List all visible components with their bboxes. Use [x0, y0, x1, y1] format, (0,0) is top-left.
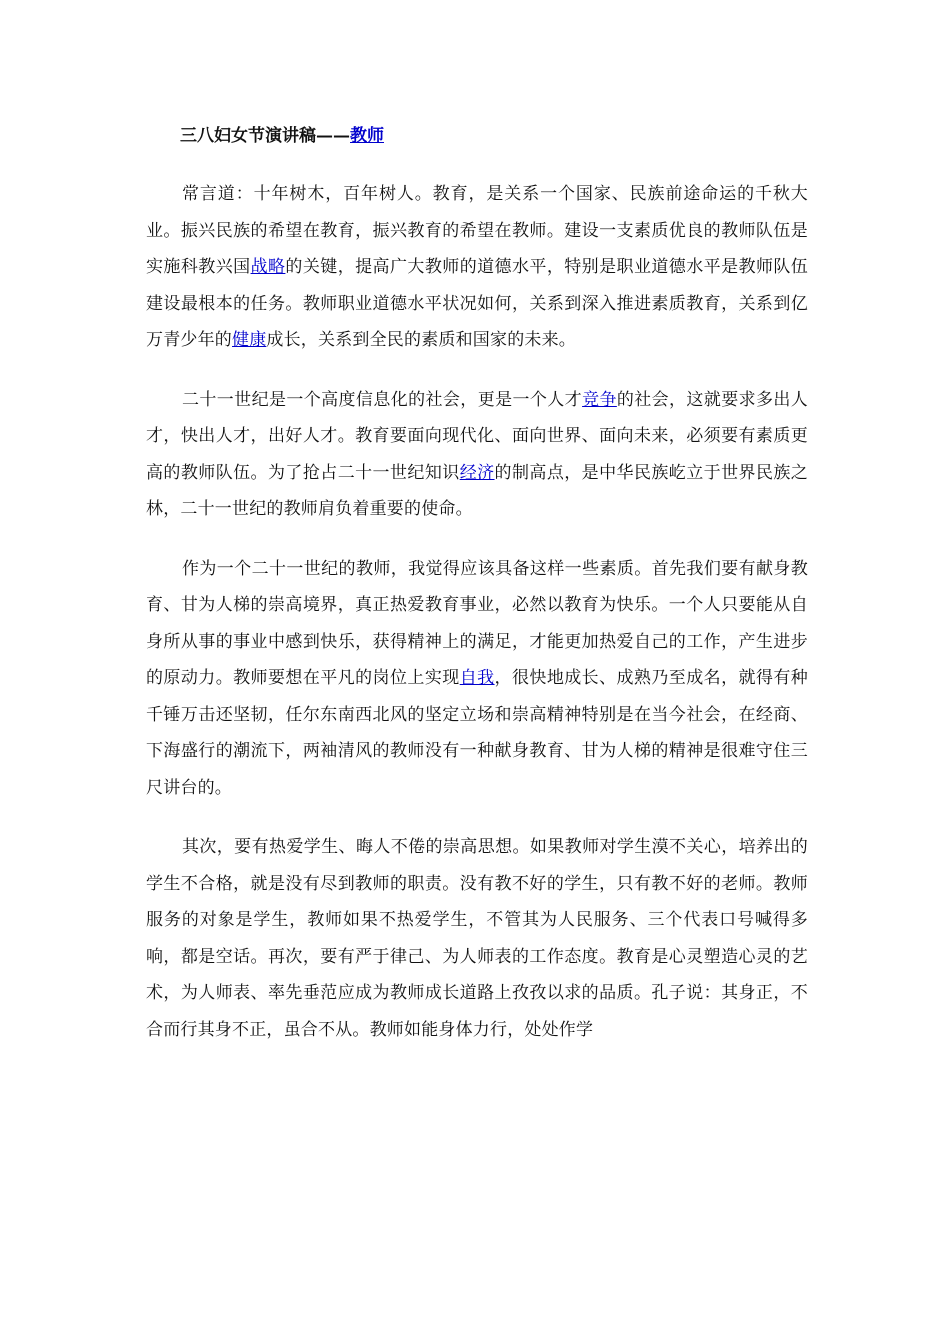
document-title	[180, 122, 808, 150]
keyword-link[interactable]: 自我	[459, 668, 495, 688]
title-link-teacher[interactable]: 教师	[350, 126, 384, 146]
paragraph-text: 的社会，这就要求多出人才，快出人才，出好人才。教育要面向现代化、面向世界、面向未来，必须要有素质更高的教师队伍。为了抢占二十一世纪知识	[146, 389, 808, 483]
body-paragraph	[146, 829, 808, 1048]
document-body	[146, 176, 808, 1048]
keyword-link[interactable]: 经济	[459, 462, 495, 483]
body-paragraph	[146, 176, 808, 359]
body-paragraph	[146, 382, 808, 528]
paragraph-text: 的制高点，是中华民族屹立于世界民族之林，二十一世纪的教师肩负着重要的使命。	[146, 462, 808, 519]
keyword-link[interactable]: 战略	[250, 257, 286, 277]
body-paragraph	[146, 551, 808, 807]
paragraph-text: 作为一个二十一世纪的教师，我觉得应该具备这样一些素质。首先我们要有献身教育、甘为人梯的崇高境界，真正热爱教育事业，必然以教育为快乐。一个人只要能从自身所从事的事业中感到快乐，获得精神上的满足，才能更加热爱自己的工作，产生进步的原动力。教师要想在平凡的岗位上实现	[146, 558, 808, 688]
paragraph-text: 二十一世纪是一个高度信息化的社会，更是一个人才	[182, 389, 583, 410]
title-text: 三八妇女节演讲稿——	[180, 126, 350, 146]
keyword-link[interactable]: 竞争	[582, 389, 617, 410]
paragraph-text: 成长，关系到全民的素质和国家的未来。	[266, 330, 577, 350]
paragraph-text: 其次，要有热爱学生、晦人不倦的崇高思想。如果教师对学生漠不关心，培养出的学生不合格，就是没有尽到教师的职责。没有教不好的学生，只有教不好的老师。教师服务的对象是学生，教师如果不热爱学生，不管其为人民服务、三个代表口号喊得多响，都是空话。再次，要有严于律己、为人师表的工作态度。教育是心灵塑造心灵的艺术，为人师表、率先垂范应成为教师成长道路上孜孜以求的品质。孔子说：其身正，不合而行其身不正，虽合不从。教师如能身体力行，处处作学	[146, 837, 808, 1040]
document-page	[146, 122, 808, 1071]
paragraph-text: ，很快地成长、成熟乃至成名，就得有种千锤万击还坚韧，任尔东南西北风的坚定立场和崇高精神特别是在当今社会，在经商、下海盛行的潮流下，两袖清风的教师没有一种献身教育、甘为人梯的精神是很难守住三尺讲台的。	[146, 668, 808, 798]
paragraph-text: 常言道：十年树木，百年树人。教育，是关系一个国家、民族前途命运的千秋大业。振兴民族的希望在教育，振兴教育的希望在教师。建设一支素质优良的教师队伍是实施科教兴国	[146, 184, 808, 277]
paragraph-text: 的关键，提高广大教师的道德水平，特别是职业道德水平是教师队伍建设最根本的任务。教师职业道德水平状况如何，关系到深入推进素质教育，关系到亿万青少年的	[146, 257, 808, 350]
keyword-link[interactable]: 健康	[232, 330, 267, 350]
